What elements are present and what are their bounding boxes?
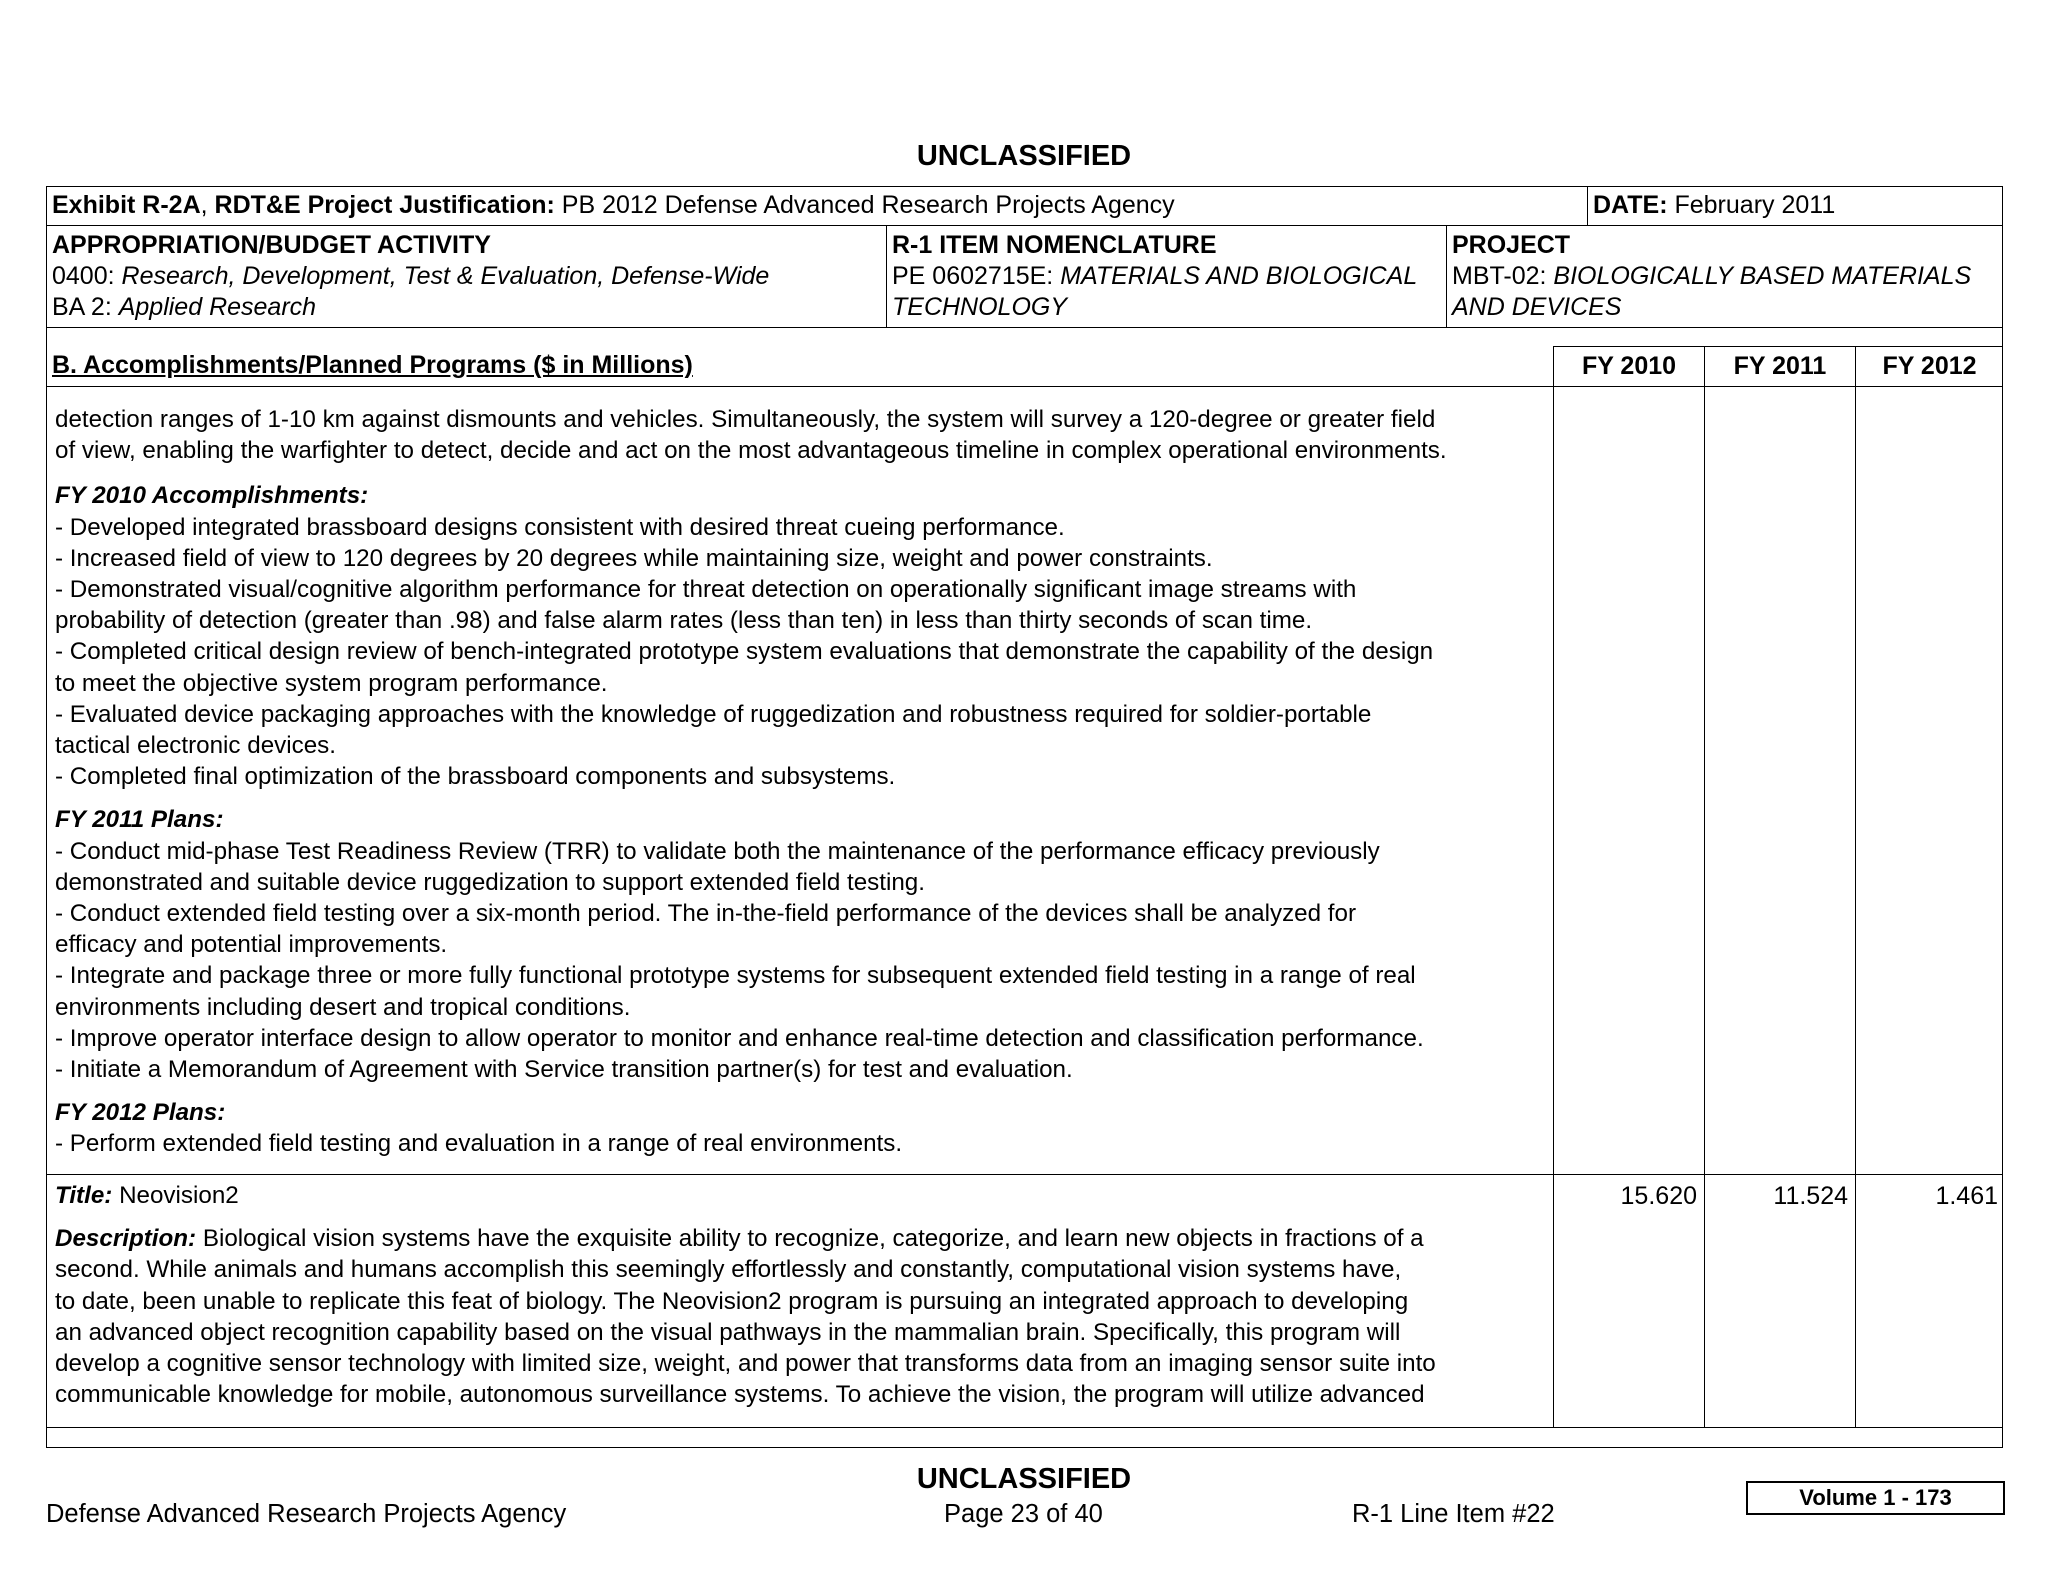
fy2010-heading: FY 2010 Accomplishments: xyxy=(55,482,369,510)
description-label: Description: xyxy=(55,1225,197,1253)
block2-text xyxy=(55,1180,1436,1410)
rule-meta-divider-1 xyxy=(886,225,887,328)
project-line xyxy=(1452,261,1971,292)
text-line: - Initiate a Memorandum of Agreement with Service transition partner(s) for test and evaluation. xyxy=(55,1056,1073,1084)
ba-line xyxy=(52,292,769,323)
text-line: - Perform extended field testing and evaluation in a range of real environments. xyxy=(55,1130,903,1158)
text-line: - Completed final optimization of the brassboard components and subsystems. xyxy=(55,763,896,791)
description-body xyxy=(55,1254,1436,1410)
rule-fy-header-top xyxy=(1553,346,2003,347)
project-cell xyxy=(1452,230,1971,323)
value-fy2012: 1.461 xyxy=(1935,1182,1998,1210)
volume-box: Volume 1 - 173 xyxy=(1746,1481,2005,1515)
rule-header xyxy=(46,225,2003,226)
text-line: develop a cognitive sensor technology with limited size, weight, and power that transforms data from an imaging sensor suite into xyxy=(55,1350,1436,1378)
rule-col-fy2011 xyxy=(1704,346,1705,1427)
rule-meta xyxy=(46,327,2003,328)
block1-intro xyxy=(55,404,1447,466)
rule-col-fy2012 xyxy=(1855,346,1856,1427)
title-value: Neovision2 xyxy=(112,1182,239,1209)
col-header-fy2012: FY 2012 xyxy=(1882,352,1977,380)
date-value: February 2011 xyxy=(1667,191,1836,219)
text-line: - Conduct extended field testing over a six-month period. The in-the-field performance of the devices shall be analyzed for xyxy=(55,900,1357,928)
exhibit-sep: , xyxy=(200,191,215,219)
fy2011-list xyxy=(55,836,1447,1086)
footer-agency: Defense Advanced Research Projects Agency xyxy=(46,1500,567,1528)
fy2012-heading: FY 2012 Plans: xyxy=(55,1099,226,1127)
program-title xyxy=(55,1180,1436,1211)
value-fy2010: 15.620 xyxy=(1620,1182,1697,1210)
appropriation-name: Research, Development, Test & Evaluation, Defense-Wide xyxy=(121,262,770,290)
text-line: - Completed critical design review of bench-integrated prototype system evaluations that demonstrate the capability of the design xyxy=(55,638,1434,666)
ba-code: BA 2: xyxy=(52,293,119,321)
text-line: - Conduct mid-phase Test Readiness Review (TRR) to validate both the maintenance of the performance efficacy previously xyxy=(55,837,1380,865)
r1-cell xyxy=(892,230,1417,323)
justification-label: RDT&E Project Justification: xyxy=(214,191,555,219)
value-fy2011: 11.524 xyxy=(1773,1182,1848,1210)
rule-block xyxy=(46,1174,2003,1175)
text-line: - Integrate and package three or more fully functional prototype systems for subsequent extended field testing in a range of real xyxy=(55,962,1416,990)
col-header-fy2010: FY 2010 xyxy=(1581,352,1677,380)
project-label: PROJECT xyxy=(1452,231,1571,259)
text-line: of view, enabling the warfighter to detect, decide and act on the most advantageous timeline in complex operational environments. xyxy=(55,437,1447,465)
classification-banner-top: UNCLASSIFIED xyxy=(916,140,1132,172)
appropriation-line xyxy=(52,261,769,292)
text-line: - Developed integrated brassboard designs consistent with desired threat cueing performance. xyxy=(55,513,1065,541)
description-first-line xyxy=(55,1223,1436,1254)
r1-name-2: TECHNOLOGY xyxy=(892,293,1068,321)
classification-banner-bottom: UNCLASSIFIED xyxy=(916,1463,1132,1495)
footer-page: Page 23 of 40 xyxy=(944,1500,1103,1528)
description-text: Biological vision systems have the exquisite ability to recognize, categorize, and learn new objects in fractions of a xyxy=(196,1225,1424,1253)
project-name-1: BIOLOGICALLY BASED MATERIALS xyxy=(1553,262,1972,290)
appropriation-label: APPROPRIATION/BUDGET ACTIVITY xyxy=(52,231,491,259)
text-line: second. While animals and humans accomplish this seemingly effortlessly and constantly, computational vision systems have, xyxy=(55,1256,1402,1284)
text-line: - Demonstrated visual/cognitive algorithm performance for threat detection on operationally significant image streams with xyxy=(55,576,1357,604)
date-field xyxy=(1593,190,1835,221)
text-line: to date, been unable to replicate this feat of biology. The Neovision2 program is pursuing an integrated approach to developing xyxy=(55,1287,1409,1315)
text-line: communicable knowledge for mobile, autonomous surveillance systems. To achieve the vision, the program will utilize advanced xyxy=(55,1381,1425,1409)
text-line: tactical electronic devices. xyxy=(55,732,336,760)
text-line: demonstrated and suitable device ruggedization to support extended field testing. xyxy=(55,868,925,896)
fy2010-list xyxy=(55,512,1447,793)
text-line: detection ranges of 1-10 km against dismounts and vehicles. Simultaneously, the system will survey a 120-degree or greater field xyxy=(55,406,1436,433)
rule-col-fy2010 xyxy=(1553,346,1554,1427)
text-line: - Increased field of view to 120 degrees by 20 degrees while maintaining size, weight and power constraints. xyxy=(55,544,1213,572)
appropriation-code: 0400: xyxy=(52,262,122,290)
justification-value: PB 2012 Defense Advanced Research Projects Agency xyxy=(554,191,1175,219)
rule-date-divider xyxy=(1587,186,1588,226)
title-label: Title: xyxy=(55,1182,113,1209)
r1-code: PE 0602715E: xyxy=(892,262,1061,290)
fy2011-heading: FY 2011 Plans: xyxy=(55,806,224,834)
block1-text xyxy=(55,404,1447,1160)
exhibit-title xyxy=(52,190,1175,221)
r1-line xyxy=(892,261,1417,292)
text-line: an advanced object recognition capability based on the visual pathways in the mammalian brain. Specifically, this program will xyxy=(55,1318,1401,1346)
text-line: - Evaluated device packaging approaches with the knowledge of ruggedization and robustness required for soldier-portable xyxy=(55,700,1372,728)
fy2012-list xyxy=(55,1128,1447,1159)
col-header-fy2011: FY 2011 xyxy=(1733,352,1827,380)
text-line: to meet the objective system program performance. xyxy=(55,669,608,697)
rule-bottom xyxy=(46,1427,2003,1428)
appropriation-cell xyxy=(52,230,769,323)
project-name-2: AND DEVICES xyxy=(1452,293,1622,321)
r1-label: R-1 ITEM NOMENCLATURE xyxy=(892,231,1217,259)
date-label: DATE: xyxy=(1593,191,1668,219)
section-title: B. Accomplishments/Planned Programs ($ in Millions) xyxy=(52,351,693,379)
footer-line-item: R-1 Line Item #22 xyxy=(1352,1500,1555,1528)
rule-meta-divider-2 xyxy=(1446,225,1447,328)
text-line: - Improve operator interface design to allow operator to monitor and enhance real-time detection and classification performance. xyxy=(55,1024,1424,1052)
text-line: efficacy and potential improvements. xyxy=(55,931,448,959)
ba-name: Applied Research xyxy=(118,293,317,321)
rule-section xyxy=(46,386,2003,387)
r1-name-1: MATERIALS AND BIOLOGICAL xyxy=(1060,262,1418,290)
exhibit-label: Exhibit R-2A xyxy=(52,191,201,219)
project-code: MBT-02: xyxy=(1452,262,1554,290)
text-line: probability of detection (greater than .98) and false alarm rates (less than ten) in less than thirty seconds of scan time. xyxy=(55,607,1313,635)
text-line: environments including desert and tropical conditions. xyxy=(55,993,631,1021)
